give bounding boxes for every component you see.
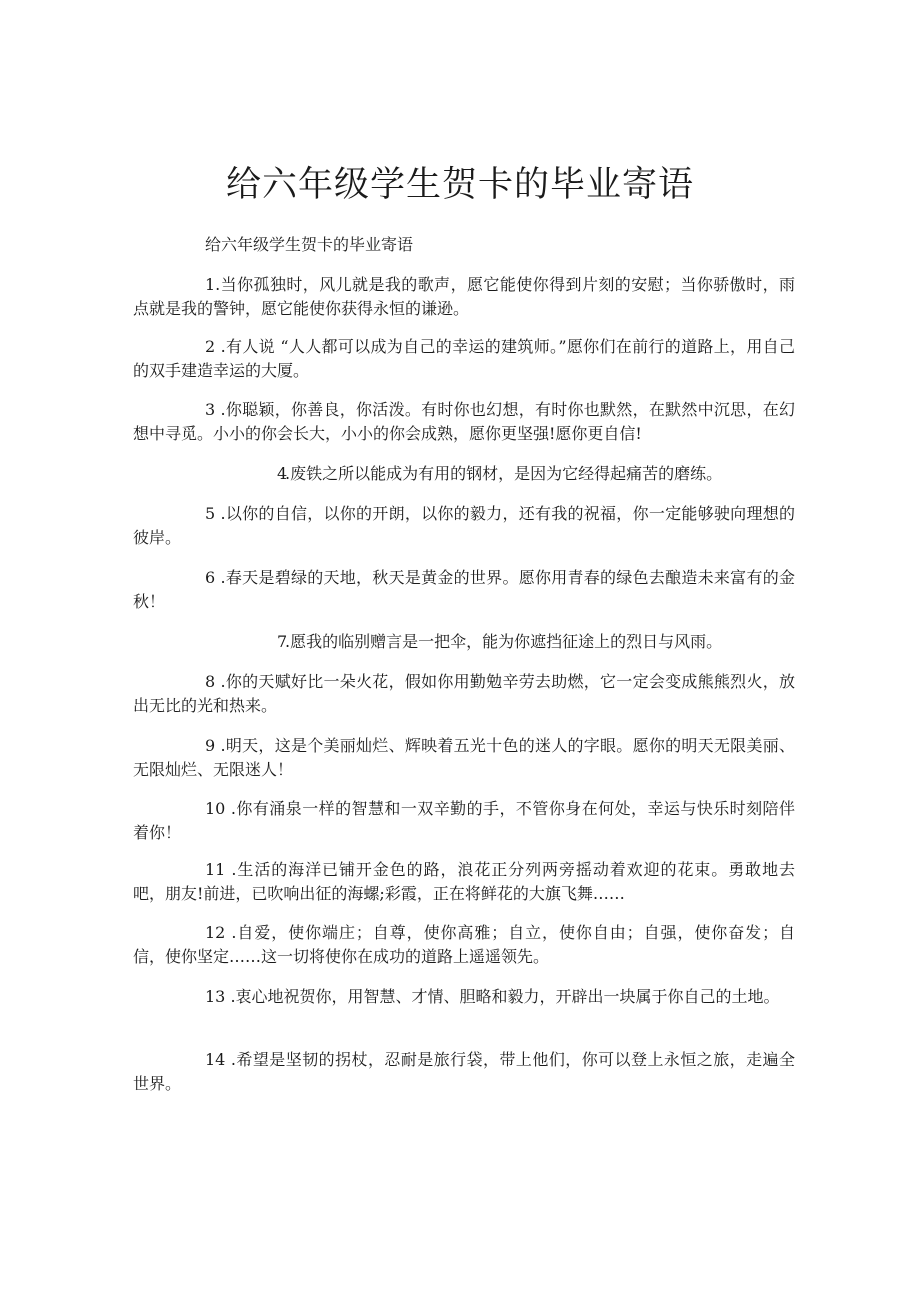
item-text: 明天，这是个美丽灿烂、辉映着五光十色的迷人的字眼。愿你的明天无限美丽、无限灿烂、无限迷人！ xyxy=(133,736,795,779)
list-item xyxy=(133,273,795,321)
list-item xyxy=(133,398,795,446)
list-item xyxy=(133,630,795,654)
list-item xyxy=(133,566,795,614)
item-text: 当你孤独时，风儿就是我的歌声，愿它能使你得到片刻的安慰；当你骄傲时，雨点就是我的警钟，愿它能使你获得永恒的谦逊。 xyxy=(133,275,795,318)
list-item xyxy=(133,462,795,486)
item-number: 7 xyxy=(277,632,288,651)
item-number: 4 xyxy=(277,464,288,483)
item-number: 12 . xyxy=(205,923,237,942)
item-number: 5 . xyxy=(205,504,226,523)
item-text: .愿我的临别赠言是一把伞，能为你遮挡征途上的烈日与风雨。 xyxy=(285,632,723,651)
item-text: 你聪颖，你善良，你活泼。有时你也幻想，有时你也默然，在默然中沉思，在幻想中寻觅。小小的你会长大，小小的你会成熟，愿你更坚强!愿你更自信! xyxy=(133,400,795,443)
item-text: 你的天赋好比一朵火花，假如你用勤勉辛劳去助燃，它一定会变成熊熊烈火，放出无比的光和热来。 xyxy=(133,672,795,715)
list-item xyxy=(133,670,795,718)
item-text: 有人说 “人人都可以成为自己的幸运的建筑师。”愿你们在前行的道路上，用自己的双手建造幸运的大厦。 xyxy=(133,337,796,380)
item-number: 6 . xyxy=(205,568,226,587)
list-item xyxy=(133,985,795,1009)
item-text: 以你的自信，以你的开朗，以你的毅力，还有我的祝福，你一定能够驶向理想的彼岸。 xyxy=(133,504,795,547)
list-item xyxy=(133,502,795,550)
list-item xyxy=(133,921,795,969)
item-number: 11 . xyxy=(205,860,237,879)
item-number: 9 . xyxy=(205,736,226,755)
item-text: 春天是碧绿的天地，秋天是黄金的世界。愿你用青春的绿色去酿造未来富有的金秋！ xyxy=(133,568,795,611)
item-number: 10 . xyxy=(205,799,236,818)
page-title: 给六年级学生贺卡的毕业寄语 xyxy=(225,165,694,205)
item-number: 3 . xyxy=(205,400,226,419)
list-item xyxy=(133,797,795,845)
list-item xyxy=(133,1048,795,1096)
item-number: 8 . xyxy=(205,672,226,691)
item-text: 希望是坚韧的拐杖，忍耐是旅行袋，带上他们，你可以登上永恒之旅，走遍全世界。 xyxy=(133,1050,795,1093)
list-item xyxy=(133,335,795,383)
item-number: 1. xyxy=(205,275,221,294)
item-text: 衷心地祝贺你，用智慧、才情、胆略和毅力，开辟出一块属于你自己的土地。 xyxy=(235,987,780,1006)
item-text: 生活的海洋已铺开金色的路，浪花正分列两旁摇动着欢迎的花束。勇敢地去吧，朋友!前进，已吹响出征的海螺;彩霞，正在将鲜花的大旗飞舞…… xyxy=(133,860,795,903)
list-item xyxy=(133,734,795,782)
item-text: 你有涌泉一样的智慧和一双辛勤的手，不管你身在何处，幸运与快乐时刻陪伴着你！ xyxy=(133,799,795,842)
item-number: 13 . xyxy=(205,987,236,1006)
document-subtitle: 给六年级学生贺卡的毕业寄语 xyxy=(205,235,414,254)
item-text: 自爱，使你端庄；自尊，使你高雅；自立，使你自由；自强，使你奋发；自信，使你坚定……这一切将使你在成功的道路上遥遥领先。 xyxy=(133,923,795,966)
item-number: 2 . xyxy=(205,337,226,356)
item-number: 14 . xyxy=(205,1050,236,1069)
item-text: .废铁之所以能成为有用的钢材，是因为它经得起痛苦的磨练。 xyxy=(285,464,723,483)
list-item xyxy=(133,858,795,906)
